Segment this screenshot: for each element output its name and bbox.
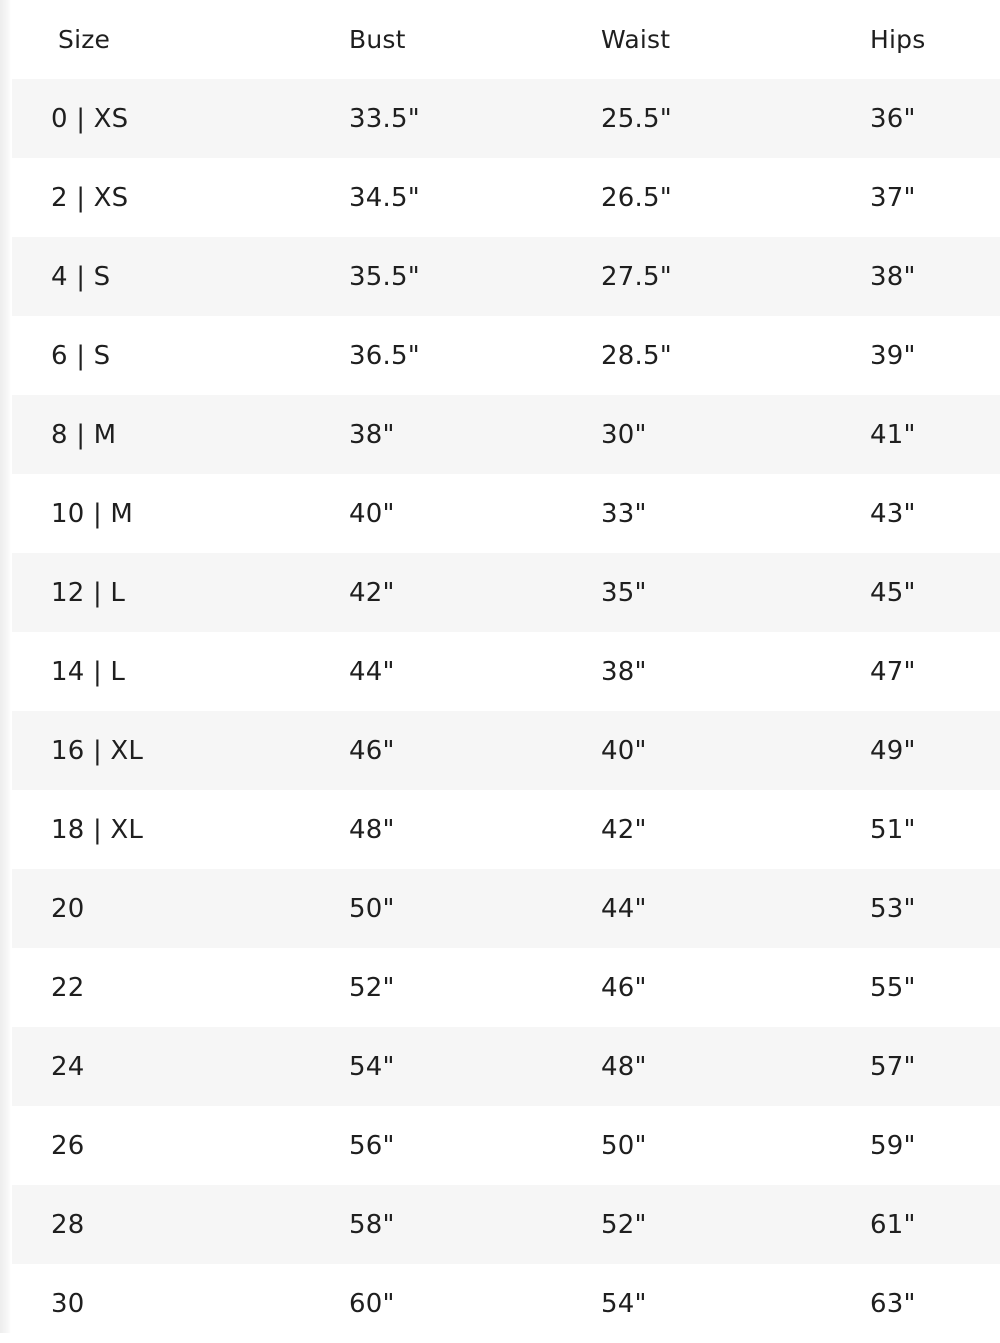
table-row: [12, 711, 1000, 790]
cell-bust: 46": [349, 735, 395, 766]
cell-hips: 51": [870, 814, 916, 845]
cell-size: 14 | L: [51, 656, 126, 687]
cell-waist: 25.5": [601, 103, 672, 134]
cell-size: 8 | M: [51, 419, 117, 450]
cell-waist: 40": [601, 735, 647, 766]
cell-size: 18 | XL: [51, 814, 144, 845]
cell-bust: 50": [349, 893, 395, 924]
cell-size: 4 | S: [51, 261, 111, 292]
cell-waist: 30": [601, 419, 647, 450]
cell-bust: 34.5": [349, 182, 420, 213]
cell-waist: 38": [601, 656, 647, 687]
cell-size: 10 | M: [51, 498, 134, 529]
table-row: [12, 869, 1000, 948]
cell-hips: 43": [870, 498, 916, 529]
table-row: [12, 316, 1000, 395]
table-row: [12, 632, 1000, 711]
cell-size: 26: [51, 1130, 85, 1161]
cell-bust: 33.5": [349, 103, 420, 134]
table-row: [12, 474, 1000, 553]
cell-size: 24: [51, 1051, 85, 1082]
cell-waist: 42": [601, 814, 647, 845]
cell-waist: 52": [601, 1209, 647, 1240]
cell-hips: 55": [870, 972, 916, 1003]
cell-size: 20: [51, 893, 85, 924]
cell-waist: 28.5": [601, 340, 672, 371]
cell-size: 30: [51, 1288, 85, 1319]
table-row: [12, 395, 1000, 474]
cell-bust: 54": [349, 1051, 395, 1082]
cell-waist: 48": [601, 1051, 647, 1082]
cell-size: 28: [51, 1209, 85, 1240]
table-row: [12, 790, 1000, 869]
cell-bust: 52": [349, 972, 395, 1003]
cell-hips: 36": [870, 103, 916, 134]
cell-waist: 50": [601, 1130, 647, 1161]
header-bust: Bust: [349, 25, 406, 54]
cell-bust: 35.5": [349, 261, 420, 292]
cell-waist: 33": [601, 498, 647, 529]
cell-waist: 46": [601, 972, 647, 1003]
cell-hips: 37": [870, 182, 916, 213]
cell-waist: 26.5": [601, 182, 672, 213]
cell-size: 16 | XL: [51, 735, 144, 766]
cell-size: 12 | L: [51, 577, 126, 608]
table-row: [12, 1264, 1000, 1343]
cell-waist: 54": [601, 1288, 647, 1319]
cell-bust: 42": [349, 577, 395, 608]
table-row: [12, 79, 1000, 158]
cell-size: 6 | S: [51, 340, 111, 371]
table-row: [12, 948, 1000, 1027]
header-hips: Hips: [870, 25, 926, 54]
cell-hips: 63": [870, 1288, 916, 1319]
cell-bust: 56": [349, 1130, 395, 1161]
cell-size: 2 | XS: [51, 182, 129, 213]
cell-size: 22: [51, 972, 85, 1003]
table-row: [12, 553, 1000, 632]
cell-hips: 38": [870, 261, 916, 292]
cell-hips: 61": [870, 1209, 916, 1240]
cell-hips: 41": [870, 419, 916, 450]
cell-bust: 48": [349, 814, 395, 845]
table-header-row: [12, 0, 1000, 79]
cell-bust: 36.5": [349, 340, 420, 371]
cell-hips: 45": [870, 577, 916, 608]
left-divider: [0, 0, 11, 1333]
cell-hips: 57": [870, 1051, 916, 1082]
cell-waist: 27.5": [601, 261, 672, 292]
cell-bust: 38": [349, 419, 395, 450]
cell-bust: 60": [349, 1288, 395, 1319]
cell-size: 0 | XS: [51, 103, 129, 134]
table-row: [12, 1027, 1000, 1106]
table-row: [12, 1185, 1000, 1264]
cell-waist: 44": [601, 893, 647, 924]
cell-hips: 47": [870, 656, 916, 687]
cell-hips: 59": [870, 1130, 916, 1161]
cell-bust: 40": [349, 498, 395, 529]
header-size: Size: [58, 25, 111, 54]
table-row: [12, 1106, 1000, 1185]
table-row: [12, 158, 1000, 237]
cell-waist: 35": [601, 577, 647, 608]
table-row: [12, 237, 1000, 316]
cell-hips: 49": [870, 735, 916, 766]
cell-bust: 44": [349, 656, 395, 687]
cell-hips: 39": [870, 340, 916, 371]
header-waist: Waist: [601, 25, 671, 54]
cell-bust: 58": [349, 1209, 395, 1240]
cell-hips: 53": [870, 893, 916, 924]
